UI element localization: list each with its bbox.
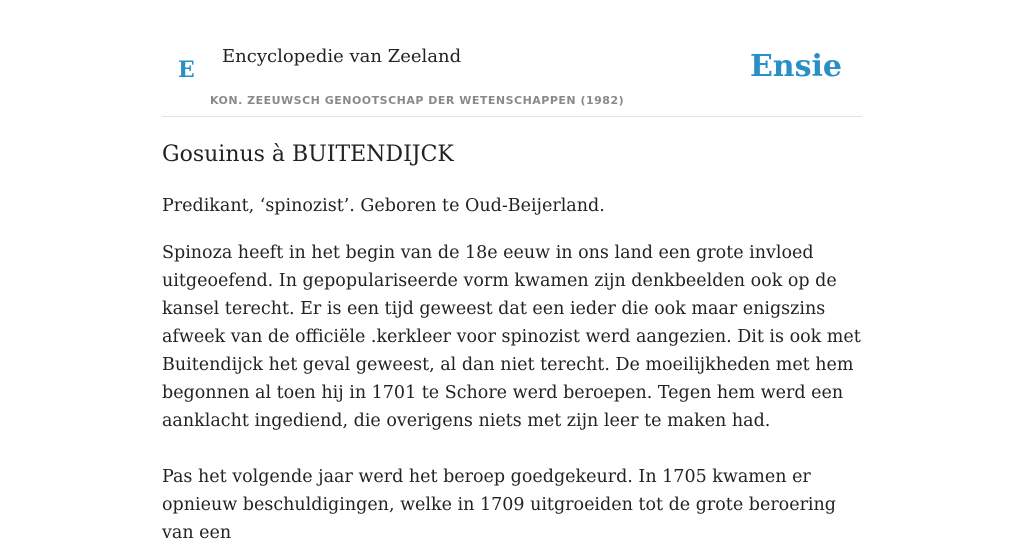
- site-title[interactable]: Encyclopedie van Zeeland: [222, 46, 462, 67]
- article-paragraph: Spinoza heeft in het begin van de 18e eeuw in ons land een grote invloed uitgeoefend. In gepopulariseerde vorm kwamen zijn denkbeelden ook op de kansel terecht. Er is een tijd geweest dat een ieder die ook maar enigszins afweek van de officiële .kerkleer voor spinozist werd aangezien. Dit is ook met Buitendijck het geval geweest, al dan niet terecht. De moeilijkheden met hem begonnen al toen hij in 1701 te Schore werd beroepen. Tegen hem werd een aanklacht ingediend, die overigens niets met zijn leer te maken had.: [162, 243, 861, 431]
- logo-icon[interactable]: E: [178, 57, 195, 83]
- site-subtitle: KON. ZEEUWSCH GENOOTSCHAP DER WETENSCHAPPEN (1982): [210, 94, 625, 107]
- article-content: [162, 140, 862, 547]
- article-lead: Predikant, ‘spinozist’. Geboren te Oud-Beijerland.: [162, 196, 605, 216]
- site-header: [162, 0, 862, 117]
- article-paragraph: Pas het volgende jaar werd het beroep goedgekeurd. In 1705 kwamen er opnieuw beschuldigingen, welke in 1709 uitgroeiden tot de grote beroering van een: [162, 467, 837, 543]
- page-title: Gosuinus à BUITENDIJCK: [162, 142, 454, 167]
- brand-logo-link[interactable]: Ensie: [749, 49, 842, 84]
